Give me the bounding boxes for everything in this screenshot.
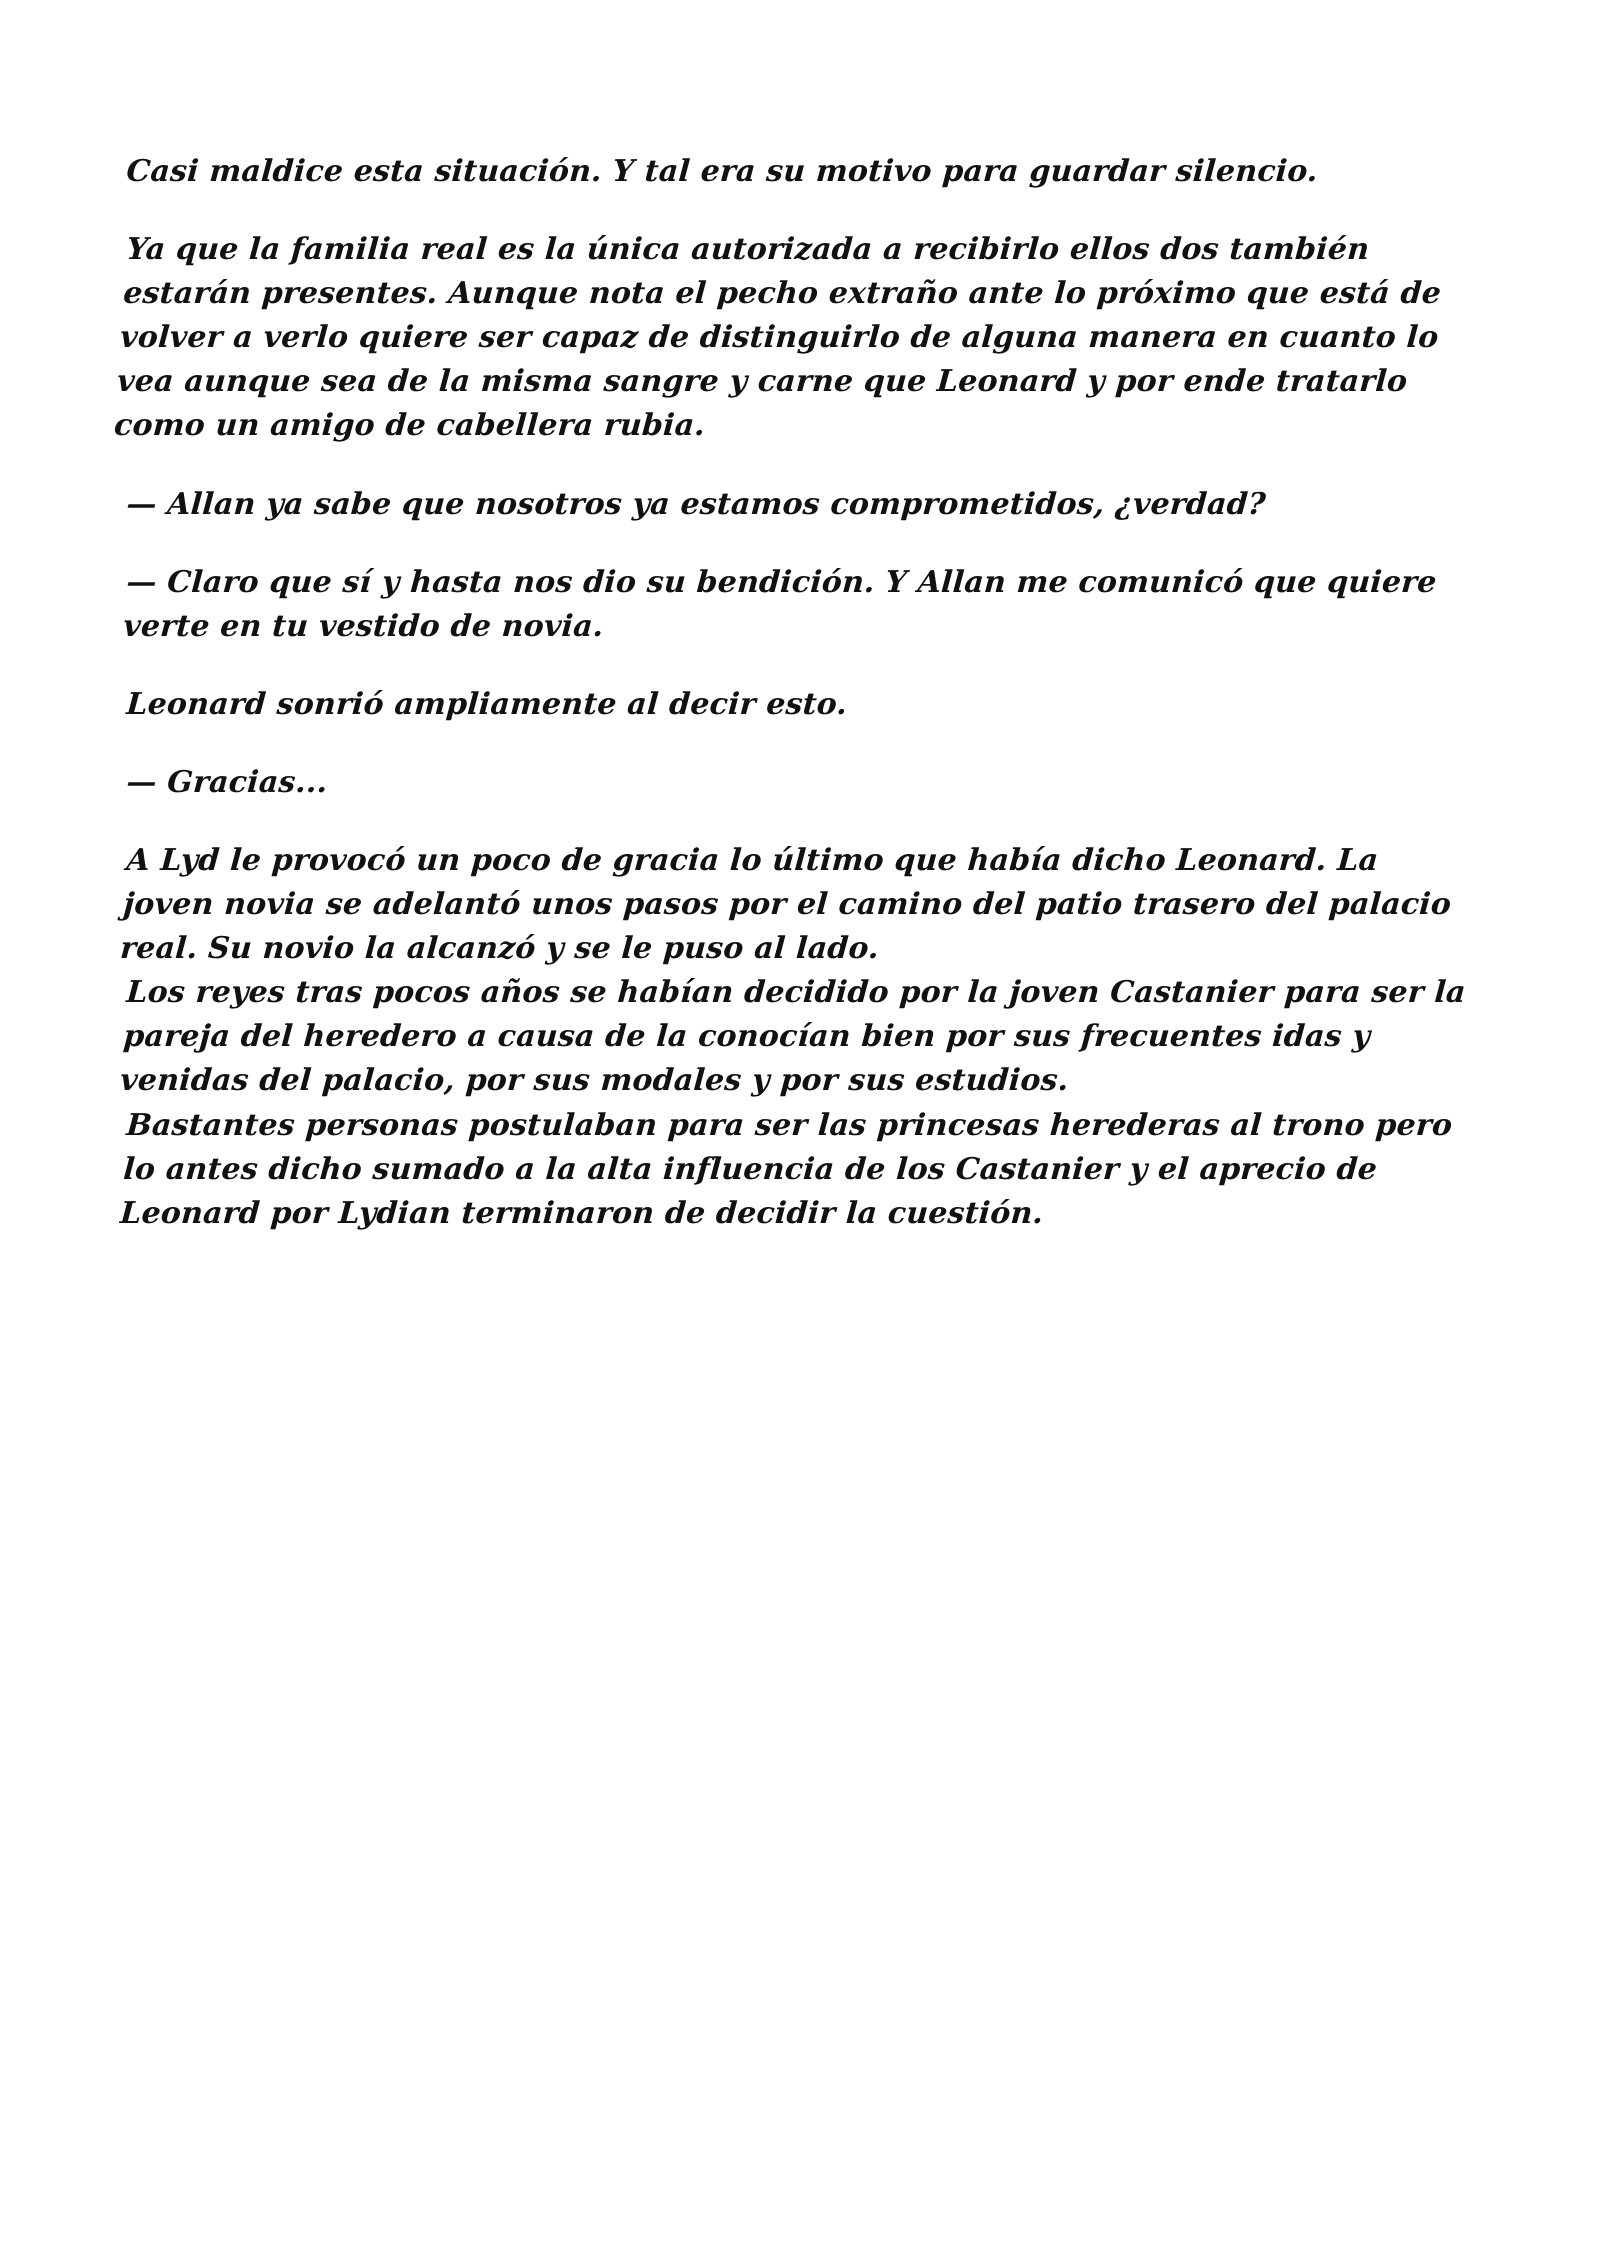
paragraph: A Lyd le provocó un poco de gracia lo último que había dicho Leonard. La joven novia se adelantó unos pasos por el camino del patio trasero del palacio real. Su novio la alcanzó y se le puso al lado. (119, 843, 1453, 967)
paragraph: Bastantes personas postulaban para ser las princesas herederas al trono pero lo antes dicho sumado a la alta influencia de los Castanier y el aprecio de Leonard por Lydian terminaron de decidir la cuestión. (119, 1107, 1454, 1231)
paragraph-group (119, 839, 1476, 1236)
paragraph: Los reyes tras pocos años se habían decidido por la joven Castanier para ser la pareja del heredero a causa de la conocían bien por sus frecuentes idas y venidas del palacio, por sus modales y por sus estudios. (119, 975, 1467, 1099)
paragraph: Casi maldice esta situación. Y tal era su motivo para guardar silencio. (125, 154, 1319, 189)
paragraph-dialogue: — Gracias... (125, 764, 329, 800)
paragraph: Ya que la familia real es la única autorizada a recibirlo ellos dos también estarán presentes. Aunque nota el pecho extraño ante lo próximo que está de volver a verlo quiere ser capaz de distinguirlo de alguna manera en cuanto lo vea aunque sea de la misma sangre y carne que Leonard y por ende tratarlo como un amigo de cabellera rubia. (112, 232, 1443, 444)
paragraph-dialogue: — Claro que sí y hasta nos dio su bendición. Y Allan me comunicó que quiere verte en tu vestido de novia. (122, 564, 1438, 644)
paragraph-dialogue: — Allan ya sabe que nosotros ya estamos comprometidos, ¿verdad? (125, 486, 1267, 522)
document-body (112, 150, 1476, 1270)
paragraph: Leonard sonrió ampliamente al decir esto. (125, 686, 849, 722)
